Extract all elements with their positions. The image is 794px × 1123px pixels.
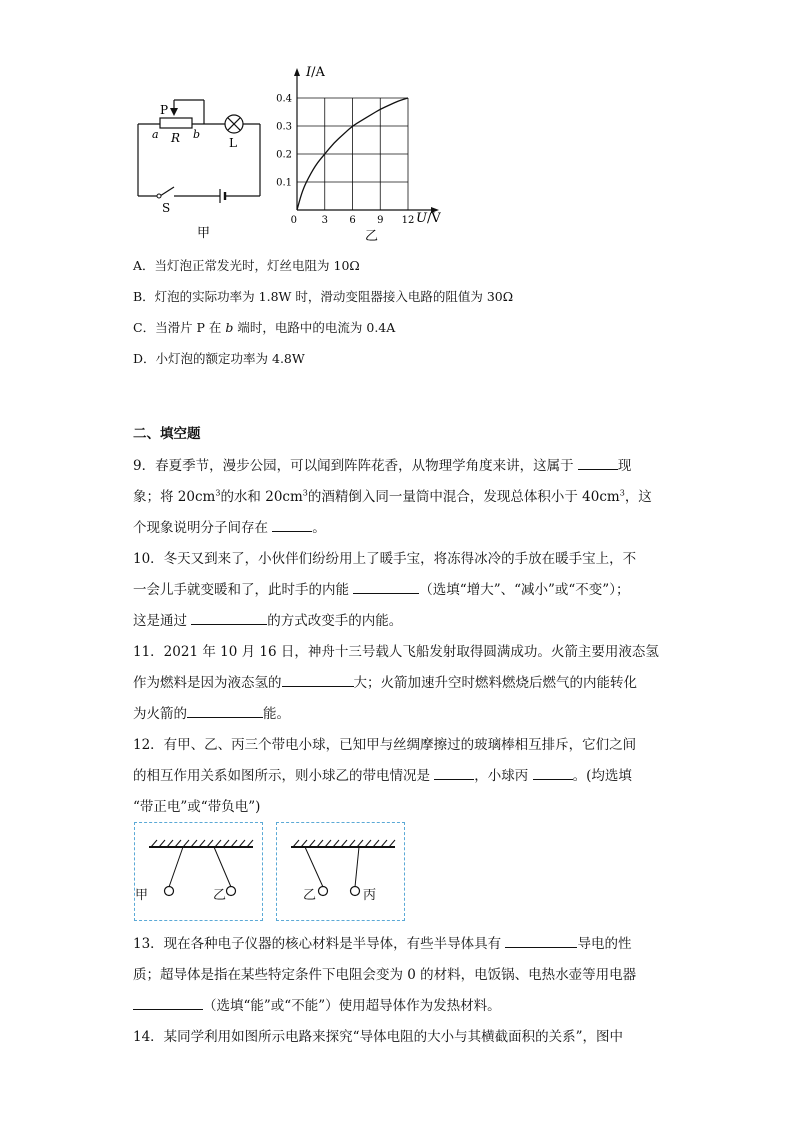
q12-blank-2[interactable] bbox=[533, 766, 573, 780]
q11-blank-2[interactable] bbox=[187, 704, 263, 718]
q9-line-3 bbox=[133, 516, 326, 536]
q11-blank-1[interactable] bbox=[282, 673, 354, 687]
chart-axes bbox=[294, 68, 439, 213]
label-l: L bbox=[229, 136, 237, 150]
chart-grid bbox=[297, 98, 408, 210]
q13-text-2: 导电的性 bbox=[577, 936, 632, 952]
iv-chart bbox=[272, 62, 452, 244]
option-a: A．当灯泡正常发光时，灯丝电阻为 10Ω bbox=[133, 258, 360, 273]
option-c bbox=[133, 318, 395, 336]
q12-text-2: ，小球丙 bbox=[474, 768, 533, 784]
q10-text-4: 的方式改变手的内能。 bbox=[267, 613, 403, 629]
q9-text-2: 现 bbox=[617, 458, 632, 474]
q10-blank-1[interactable] bbox=[353, 580, 419, 594]
q9-text-6: ，这 bbox=[624, 489, 652, 505]
q12-text-3: 。(均选填 bbox=[572, 768, 632, 784]
y-tick-label: 0.4 bbox=[276, 93, 292, 105]
q9-blank-1[interactable] bbox=[578, 456, 618, 470]
q11-line-2 bbox=[133, 671, 637, 691]
q12-blank-1[interactable] bbox=[434, 766, 474, 780]
q12-line-1: 12．有甲、乙、丙三个带电小球，已知甲与丝绸摩擦过的玻璃棒相互排斥，它们之间 bbox=[133, 737, 637, 753]
option-c-text-2: 端时，电路中的电流为 0.4A bbox=[233, 320, 396, 335]
q10-line-3 bbox=[133, 609, 402, 629]
q10-line-2 bbox=[133, 578, 629, 598]
q12-label-bing: 丙 bbox=[363, 888, 377, 903]
x-tick-label: 6 bbox=[349, 215, 356, 226]
q10-text-3: 这是通过 bbox=[133, 613, 192, 629]
y-tick-label: 0.3 bbox=[276, 121, 292, 133]
q11-text-1: 作为燃料是因为液态氢的 bbox=[133, 675, 282, 691]
q12-figure-right-drawing bbox=[277, 823, 404, 920]
chart-caption: 乙 bbox=[365, 229, 379, 244]
q13-line-3 bbox=[133, 994, 501, 1014]
option-b: B．灯泡的实际功率为 1.8W 时，滑动变阻器接入电路的阻值为 30Ω bbox=[133, 289, 514, 304]
x-tick-label: 12 bbox=[401, 215, 415, 226]
q12-label-yi-left: 乙 bbox=[213, 888, 227, 903]
label-a: a bbox=[152, 128, 159, 141]
y-tick-label: 0.1 bbox=[276, 177, 292, 189]
section-title: 二、填空题 bbox=[133, 426, 201, 442]
q12-label-yi-right: 乙 bbox=[303, 888, 317, 903]
q9-text-1: 9．春夏季节，漫步公园，可以闻到阵阵花香，从物理学角度来讲，这属于 bbox=[133, 458, 578, 474]
q9-line-1 bbox=[133, 454, 631, 474]
x-tick-label: 0 bbox=[290, 215, 297, 226]
option-c-italic: b bbox=[225, 320, 234, 335]
y-axis-arrow bbox=[294, 68, 300, 76]
option-d: D．小灯泡的额定功率为 4.8W bbox=[133, 351, 305, 366]
q9-text-8: 。 bbox=[312, 520, 326, 536]
label-b: b bbox=[193, 128, 201, 141]
q10-text-2: （选填“增大”、“减小”或“不变”）； bbox=[419, 582, 630, 598]
q13-blank-1[interactable] bbox=[505, 934, 577, 948]
q12-label-jia: 甲 bbox=[135, 888, 149, 903]
q10-blank-2[interactable] bbox=[191, 611, 267, 625]
y-tick-label: 0.2 bbox=[276, 149, 292, 161]
q9-blank-2[interactable] bbox=[272, 518, 312, 532]
q13-text-3: （选填“能”或“不能”）使用超导体作为发热材料。 bbox=[203, 998, 501, 1014]
q12-line-3: “带正电”或“带负电”) bbox=[133, 799, 261, 815]
q11-text-4: 能。 bbox=[263, 706, 290, 722]
q9-sup-2: 3 bbox=[302, 488, 308, 498]
q13-blank-2[interactable] bbox=[133, 996, 203, 1010]
y-axis-label: I/A bbox=[306, 65, 325, 80]
x-tick-label: 3 bbox=[321, 215, 328, 226]
q11-text-2: 大；火箭加速升空时燃料燃烧后燃气的内能转化 bbox=[353, 675, 637, 691]
q11-line-1: 11．2021 年 10 月 16 日，神舟十三号载人飞船发射取得圆满成功。火箭主要用液态氢 bbox=[133, 644, 659, 660]
q9-line-2 bbox=[133, 485, 652, 505]
x-tick-label: 9 bbox=[377, 215, 384, 226]
circuit-diagram bbox=[130, 92, 270, 242]
q9-sup-1: 3 bbox=[215, 488, 221, 498]
q11-line-3 bbox=[133, 702, 290, 722]
q11-text-3: 为火箭的 bbox=[133, 706, 187, 722]
q14-line-1: 14．某同学利用如图所示电路来探究“导体电阻的大小与其横截面积的关系”，图中 bbox=[133, 1029, 623, 1045]
q12-text-1: 的相互作用关系如图所示，则小球乙的带电情况是 bbox=[133, 768, 435, 784]
label-p: P bbox=[160, 103, 169, 117]
q9-text-5: 的酒精倒入同一量筒中混合，发现总体积小于 40cm bbox=[307, 489, 620, 505]
q13-text-1: 13．现在各种电子仪器的核心材料是半导体，有些半导体具有 bbox=[133, 936, 506, 952]
x-axis-label: U/V bbox=[416, 211, 441, 226]
q12-figure-left-drawing bbox=[135, 823, 262, 920]
q9-text-3: 象；将 20cm bbox=[133, 489, 216, 505]
circuit-caption: 甲 bbox=[197, 226, 211, 241]
q13-line-2: 质；超导体是指在某些特定条件下电阻会变为 0 的材料，电饭锅、电热水壶等用电器 bbox=[133, 967, 637, 983]
option-c-text-1: C．当滑片 P 在 bbox=[133, 320, 226, 335]
q10-text-1: 一会儿手就变暖和了，此时手的内能 bbox=[133, 582, 354, 598]
q9-text-4: 的水和 20cm bbox=[220, 489, 303, 505]
q9-text-7: 个现象说明分子间存在 bbox=[133, 520, 273, 536]
label-s: S bbox=[162, 201, 171, 215]
q10-line-1: 10．冬天又到来了，小伙伴们纷纷用上了暖手宝，将冻得冰冷的手放在暖手宝上，不 bbox=[133, 551, 637, 567]
q13-line-1 bbox=[133, 932, 631, 952]
q12-figure-right bbox=[276, 822, 405, 921]
q9-sup-3: 3 bbox=[619, 488, 625, 498]
q12-line-2 bbox=[133, 764, 632, 784]
label-r: R bbox=[171, 131, 181, 145]
q12-figure-left bbox=[134, 822, 263, 921]
